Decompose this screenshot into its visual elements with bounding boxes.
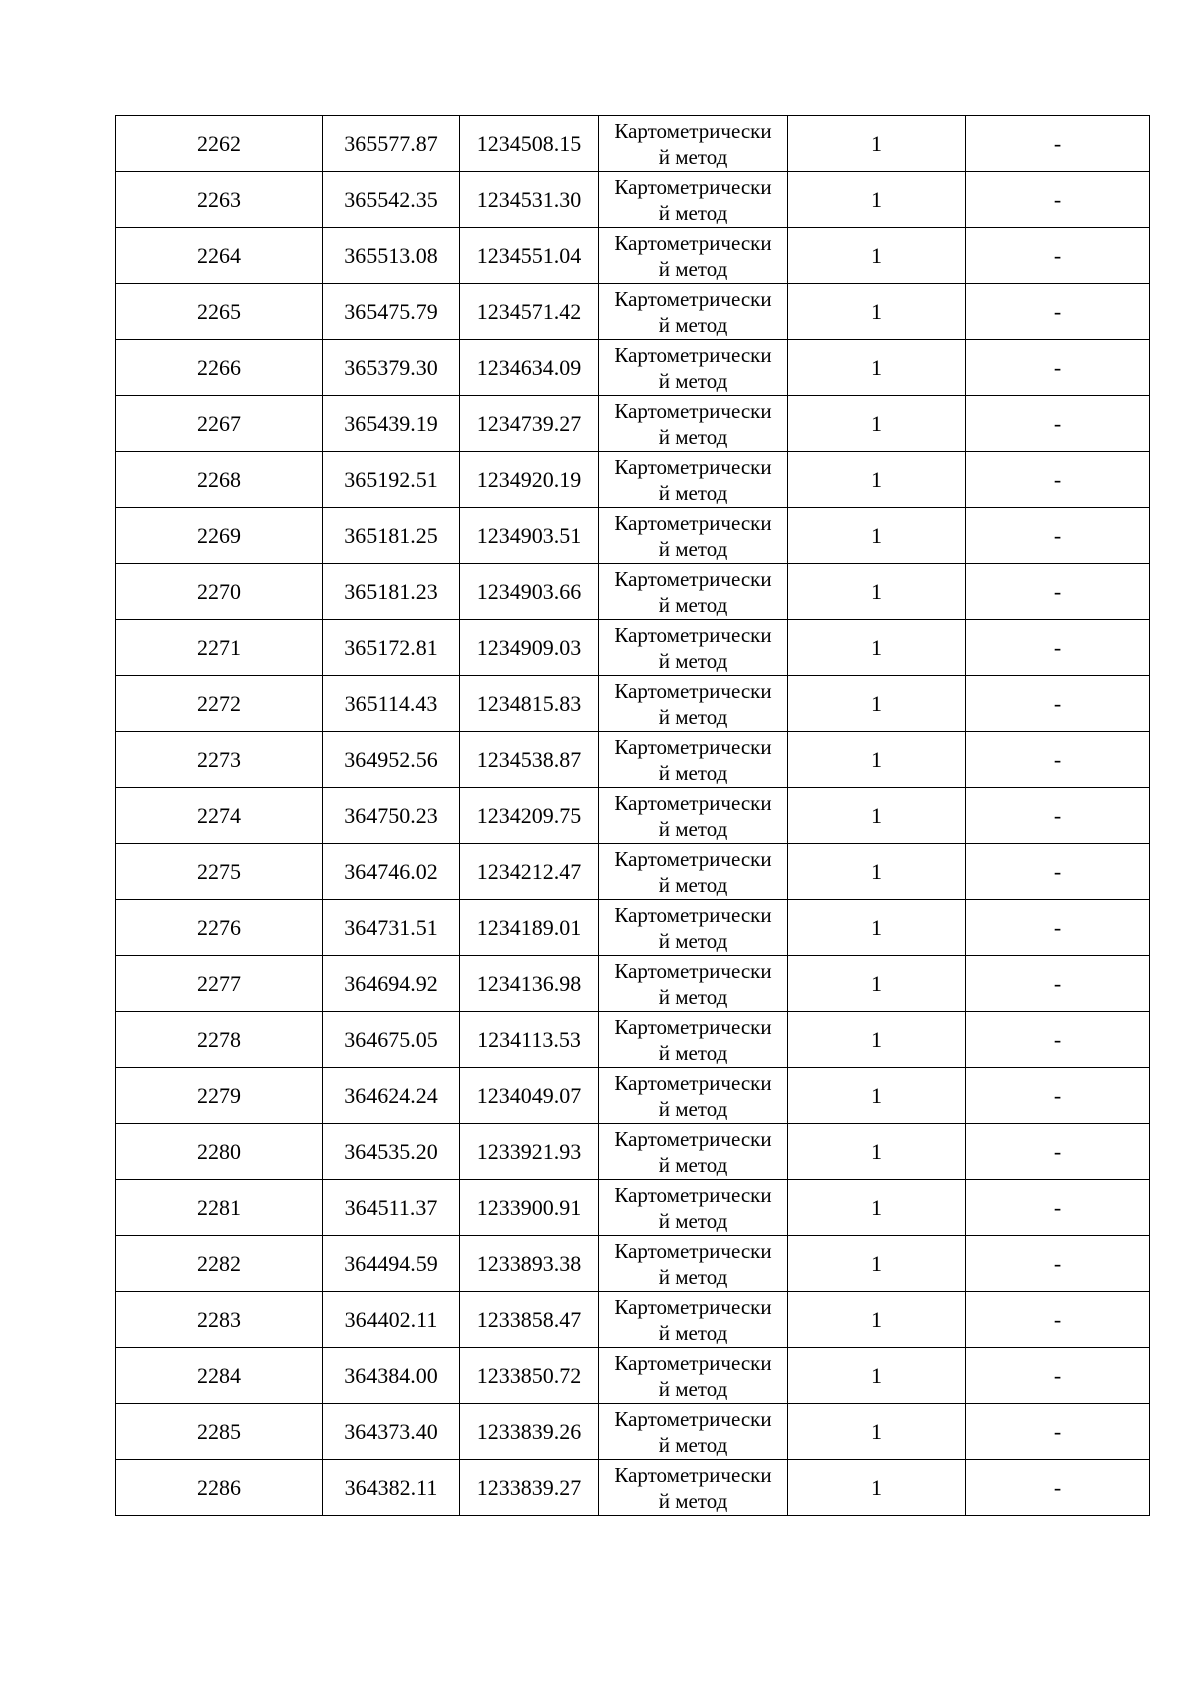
accuracy-cell: 1 bbox=[788, 1292, 966, 1348]
table-row bbox=[116, 788, 1150, 844]
method-text-line2: й метод bbox=[658, 1376, 728, 1401]
accuracy-cell: 1 bbox=[788, 956, 966, 1012]
note-cell: - bbox=[966, 788, 1150, 844]
method-text-line2: й метод bbox=[658, 1432, 728, 1457]
method-cell bbox=[599, 1460, 788, 1516]
y-coordinate-cell: 1234531.30 bbox=[460, 172, 599, 228]
point-number-cell: 2282 bbox=[116, 1236, 323, 1292]
accuracy-cell: 1 bbox=[788, 620, 966, 676]
method-text-line2: й метод bbox=[658, 424, 728, 449]
x-coordinate-cell: 364511.37 bbox=[323, 1180, 460, 1236]
method-text-line2: й метод bbox=[658, 1152, 728, 1177]
method-text-line2: й метод bbox=[658, 312, 728, 337]
x-coordinate-cell: 364384.00 bbox=[323, 1348, 460, 1404]
table-row bbox=[116, 1012, 1150, 1068]
y-coordinate-cell: 1234909.03 bbox=[460, 620, 599, 676]
x-coordinate-cell: 364694.92 bbox=[323, 956, 460, 1012]
note-cell: - bbox=[966, 396, 1150, 452]
table-row bbox=[116, 1460, 1150, 1516]
method-text-line2: й метод bbox=[658, 984, 728, 1009]
table-row bbox=[116, 1348, 1150, 1404]
accuracy-cell: 1 bbox=[788, 172, 966, 228]
point-number-cell: 2269 bbox=[116, 508, 323, 564]
point-number-cell: 2277 bbox=[116, 956, 323, 1012]
accuracy-cell: 1 bbox=[788, 1068, 966, 1124]
x-coordinate-cell: 364402.11 bbox=[323, 1292, 460, 1348]
method-text-line2: й метод bbox=[658, 648, 728, 673]
y-coordinate-cell: 1233900.91 bbox=[460, 1180, 599, 1236]
method-text-line2: й метод bbox=[658, 1096, 728, 1121]
note-cell: - bbox=[966, 172, 1150, 228]
point-number-cell: 2285 bbox=[116, 1404, 323, 1460]
point-number-cell: 2262 bbox=[116, 116, 323, 172]
method-text-line1: Картометрически bbox=[614, 1406, 772, 1431]
accuracy-cell: 1 bbox=[788, 564, 966, 620]
method-text-line1: Картометрически bbox=[614, 286, 772, 311]
accuracy-cell: 1 bbox=[788, 844, 966, 900]
x-coordinate-cell: 364373.40 bbox=[323, 1404, 460, 1460]
method-cell bbox=[599, 1068, 788, 1124]
method-text-line1: Картометрически bbox=[614, 1014, 772, 1039]
note-cell: - bbox=[966, 732, 1150, 788]
accuracy-cell: 1 bbox=[788, 116, 966, 172]
accuracy-cell: 1 bbox=[788, 676, 966, 732]
table-row bbox=[116, 564, 1150, 620]
coordinates-table bbox=[115, 115, 1150, 1516]
method-text-line1: Картометрически bbox=[614, 454, 772, 479]
method-text-line2: й метод bbox=[658, 1040, 728, 1065]
x-coordinate-cell: 364731.51 bbox=[323, 900, 460, 956]
y-coordinate-cell: 1234209.75 bbox=[460, 788, 599, 844]
table-row bbox=[116, 844, 1150, 900]
point-number-cell: 2279 bbox=[116, 1068, 323, 1124]
method-text-line2: й метод bbox=[658, 592, 728, 617]
method-text-line1: Картометрически bbox=[614, 1182, 772, 1207]
method-cell bbox=[599, 732, 788, 788]
x-coordinate-cell: 365513.08 bbox=[323, 228, 460, 284]
y-coordinate-cell: 1234571.42 bbox=[460, 284, 599, 340]
table-row bbox=[116, 1292, 1150, 1348]
point-number-cell: 2267 bbox=[116, 396, 323, 452]
table-row bbox=[116, 1180, 1150, 1236]
method-text-line1: Картометрически bbox=[614, 230, 772, 255]
y-coordinate-cell: 1234920.19 bbox=[460, 452, 599, 508]
accuracy-cell: 1 bbox=[788, 1404, 966, 1460]
method-cell bbox=[599, 788, 788, 844]
note-cell: - bbox=[966, 1236, 1150, 1292]
accuracy-cell: 1 bbox=[788, 732, 966, 788]
note-cell: - bbox=[966, 564, 1150, 620]
method-text-line1: Картометрически bbox=[614, 566, 772, 591]
note-cell: - bbox=[966, 1460, 1150, 1516]
y-coordinate-cell: 1234551.04 bbox=[460, 228, 599, 284]
y-coordinate-cell: 1234113.53 bbox=[460, 1012, 599, 1068]
y-coordinate-cell: 1233839.27 bbox=[460, 1460, 599, 1516]
point-number-cell: 2271 bbox=[116, 620, 323, 676]
point-number-cell: 2274 bbox=[116, 788, 323, 844]
method-text-line1: Картометрически bbox=[614, 342, 772, 367]
table-row bbox=[116, 1068, 1150, 1124]
table-row bbox=[116, 900, 1150, 956]
note-cell: - bbox=[966, 1012, 1150, 1068]
method-text-line2: й метод bbox=[658, 480, 728, 505]
method-text-line1: Картометрически bbox=[614, 1238, 772, 1263]
method-cell bbox=[599, 1404, 788, 1460]
point-number-cell: 2268 bbox=[116, 452, 323, 508]
method-text-line1: Картометрически bbox=[614, 1126, 772, 1151]
method-text-line2: й метод bbox=[658, 760, 728, 785]
y-coordinate-cell: 1234212.47 bbox=[460, 844, 599, 900]
method-cell bbox=[599, 116, 788, 172]
method-text-line1: Картометрически bbox=[614, 1070, 772, 1095]
x-coordinate-cell: 364675.05 bbox=[323, 1012, 460, 1068]
y-coordinate-cell: 1234903.51 bbox=[460, 508, 599, 564]
note-cell: - bbox=[966, 1348, 1150, 1404]
note-cell: - bbox=[966, 1068, 1150, 1124]
method-cell bbox=[599, 172, 788, 228]
note-cell: - bbox=[966, 1404, 1150, 1460]
accuracy-cell: 1 bbox=[788, 1124, 966, 1180]
y-coordinate-cell: 1234634.09 bbox=[460, 340, 599, 396]
table-row bbox=[116, 452, 1150, 508]
x-coordinate-cell: 364952.56 bbox=[323, 732, 460, 788]
method-cell bbox=[599, 1012, 788, 1068]
method-cell bbox=[599, 228, 788, 284]
method-cell bbox=[599, 956, 788, 1012]
method-text-line2: й метод bbox=[658, 816, 728, 841]
point-number-cell: 2284 bbox=[116, 1348, 323, 1404]
y-coordinate-cell: 1234049.07 bbox=[460, 1068, 599, 1124]
method-text-line2: й метод bbox=[658, 928, 728, 953]
point-number-cell: 2281 bbox=[116, 1180, 323, 1236]
accuracy-cell: 1 bbox=[788, 1180, 966, 1236]
note-cell: - bbox=[966, 1180, 1150, 1236]
table-row bbox=[116, 228, 1150, 284]
method-text-line2: й метод bbox=[658, 704, 728, 729]
note-cell: - bbox=[966, 1292, 1150, 1348]
method-cell bbox=[599, 1292, 788, 1348]
x-coordinate-cell: 365475.79 bbox=[323, 284, 460, 340]
method-text-line1: Картометрически bbox=[614, 174, 772, 199]
point-number-cell: 2273 bbox=[116, 732, 323, 788]
method-text-line2: й метод bbox=[658, 1264, 728, 1289]
method-cell bbox=[599, 340, 788, 396]
point-number-cell: 2264 bbox=[116, 228, 323, 284]
method-text-line2: й метод bbox=[658, 1320, 728, 1345]
method-cell bbox=[599, 1236, 788, 1292]
accuracy-cell: 1 bbox=[788, 340, 966, 396]
method-cell bbox=[599, 844, 788, 900]
point-number-cell: 2270 bbox=[116, 564, 323, 620]
method-cell bbox=[599, 508, 788, 564]
accuracy-cell: 1 bbox=[788, 452, 966, 508]
accuracy-cell: 1 bbox=[788, 1012, 966, 1068]
accuracy-cell: 1 bbox=[788, 1348, 966, 1404]
note-cell: - bbox=[966, 340, 1150, 396]
table-row bbox=[116, 508, 1150, 564]
x-coordinate-cell: 365181.25 bbox=[323, 508, 460, 564]
table-row bbox=[116, 620, 1150, 676]
method-text-line2: й метод bbox=[658, 1488, 728, 1513]
method-text-line2: й метод bbox=[658, 144, 728, 169]
x-coordinate-cell: 365439.19 bbox=[323, 396, 460, 452]
accuracy-cell: 1 bbox=[788, 1460, 966, 1516]
table-row bbox=[116, 172, 1150, 228]
x-coordinate-cell: 364750.23 bbox=[323, 788, 460, 844]
accuracy-cell: 1 bbox=[788, 900, 966, 956]
table-row bbox=[116, 1124, 1150, 1180]
method-text-line1: Картометрически bbox=[614, 118, 772, 143]
y-coordinate-cell: 1234538.87 bbox=[460, 732, 599, 788]
x-coordinate-cell: 364535.20 bbox=[323, 1124, 460, 1180]
method-cell bbox=[599, 564, 788, 620]
method-text-line1: Картометрически bbox=[614, 846, 772, 871]
accuracy-cell: 1 bbox=[788, 396, 966, 452]
table-row bbox=[116, 956, 1150, 1012]
y-coordinate-cell: 1234815.83 bbox=[460, 676, 599, 732]
note-cell: - bbox=[966, 676, 1150, 732]
method-text-line2: й метод bbox=[658, 1208, 728, 1233]
x-coordinate-cell: 365542.35 bbox=[323, 172, 460, 228]
method-text-line2: й метод bbox=[658, 536, 728, 561]
method-text-line1: Картометрически bbox=[614, 790, 772, 815]
method-text-line1: Картометрически bbox=[614, 398, 772, 423]
point-number-cell: 2280 bbox=[116, 1124, 323, 1180]
point-number-cell: 2286 bbox=[116, 1460, 323, 1516]
accuracy-cell: 1 bbox=[788, 228, 966, 284]
point-number-cell: 2265 bbox=[116, 284, 323, 340]
y-coordinate-cell: 1234508.15 bbox=[460, 116, 599, 172]
y-coordinate-cell: 1234739.27 bbox=[460, 396, 599, 452]
coordinates-table-body bbox=[116, 116, 1150, 1516]
note-cell: - bbox=[966, 508, 1150, 564]
x-coordinate-cell: 365577.87 bbox=[323, 116, 460, 172]
method-text-line2: й метод bbox=[658, 256, 728, 281]
point-number-cell: 2276 bbox=[116, 900, 323, 956]
x-coordinate-cell: 364746.02 bbox=[323, 844, 460, 900]
table-row bbox=[116, 732, 1150, 788]
y-coordinate-cell: 1233921.93 bbox=[460, 1124, 599, 1180]
y-coordinate-cell: 1234903.66 bbox=[460, 564, 599, 620]
method-text-line1: Картометрически bbox=[614, 622, 772, 647]
method-text-line1: Картометрически bbox=[614, 958, 772, 983]
x-coordinate-cell: 364382.11 bbox=[323, 1460, 460, 1516]
method-cell bbox=[599, 1180, 788, 1236]
method-text-line2: й метод bbox=[658, 368, 728, 393]
x-coordinate-cell: 365114.43 bbox=[323, 676, 460, 732]
method-cell bbox=[599, 452, 788, 508]
point-number-cell: 2263 bbox=[116, 172, 323, 228]
method-cell bbox=[599, 396, 788, 452]
method-cell bbox=[599, 1124, 788, 1180]
y-coordinate-cell: 1233893.38 bbox=[460, 1236, 599, 1292]
table-row bbox=[116, 116, 1150, 172]
point-number-cell: 2283 bbox=[116, 1292, 323, 1348]
table-row bbox=[116, 1236, 1150, 1292]
method-cell bbox=[599, 900, 788, 956]
note-cell: - bbox=[966, 452, 1150, 508]
method-text-line2: й метод bbox=[658, 872, 728, 897]
note-cell: - bbox=[966, 620, 1150, 676]
method-text-line1: Картометрически bbox=[614, 734, 772, 759]
note-cell: - bbox=[966, 900, 1150, 956]
method-cell bbox=[599, 1348, 788, 1404]
table-row bbox=[116, 676, 1150, 732]
note-cell: - bbox=[966, 844, 1150, 900]
point-number-cell: 2275 bbox=[116, 844, 323, 900]
accuracy-cell: 1 bbox=[788, 508, 966, 564]
table-row bbox=[116, 1404, 1150, 1460]
accuracy-cell: 1 bbox=[788, 1236, 966, 1292]
y-coordinate-cell: 1233858.47 bbox=[460, 1292, 599, 1348]
method-cell bbox=[599, 284, 788, 340]
method-cell bbox=[599, 620, 788, 676]
table-row bbox=[116, 396, 1150, 452]
method-text-line1: Картометрически bbox=[614, 902, 772, 927]
note-cell: - bbox=[966, 228, 1150, 284]
x-coordinate-cell: 365181.23 bbox=[323, 564, 460, 620]
x-coordinate-cell: 364624.24 bbox=[323, 1068, 460, 1124]
method-text-line1: Картометрически bbox=[614, 678, 772, 703]
table-row bbox=[116, 284, 1150, 340]
table-row bbox=[116, 340, 1150, 396]
method-text-line1: Картометрически bbox=[614, 1350, 772, 1375]
point-number-cell: 2278 bbox=[116, 1012, 323, 1068]
y-coordinate-cell: 1234136.98 bbox=[460, 956, 599, 1012]
method-cell bbox=[599, 676, 788, 732]
method-text-line2: й метод bbox=[658, 200, 728, 225]
x-coordinate-cell: 365192.51 bbox=[323, 452, 460, 508]
x-coordinate-cell: 365172.81 bbox=[323, 620, 460, 676]
y-coordinate-cell: 1234189.01 bbox=[460, 900, 599, 956]
note-cell: - bbox=[966, 284, 1150, 340]
x-coordinate-cell: 364494.59 bbox=[323, 1236, 460, 1292]
method-text-line1: Картометрически bbox=[614, 1294, 772, 1319]
accuracy-cell: 1 bbox=[788, 284, 966, 340]
y-coordinate-cell: 1233850.72 bbox=[460, 1348, 599, 1404]
note-cell: - bbox=[966, 116, 1150, 172]
x-coordinate-cell: 365379.30 bbox=[323, 340, 460, 396]
point-number-cell: 2266 bbox=[116, 340, 323, 396]
method-text-line1: Картометрически bbox=[614, 510, 772, 535]
accuracy-cell: 1 bbox=[788, 788, 966, 844]
note-cell: - bbox=[966, 1124, 1150, 1180]
method-text-line1: Картометрически bbox=[614, 1462, 772, 1487]
note-cell: - bbox=[966, 956, 1150, 1012]
point-number-cell: 2272 bbox=[116, 676, 323, 732]
y-coordinate-cell: 1233839.26 bbox=[460, 1404, 599, 1460]
